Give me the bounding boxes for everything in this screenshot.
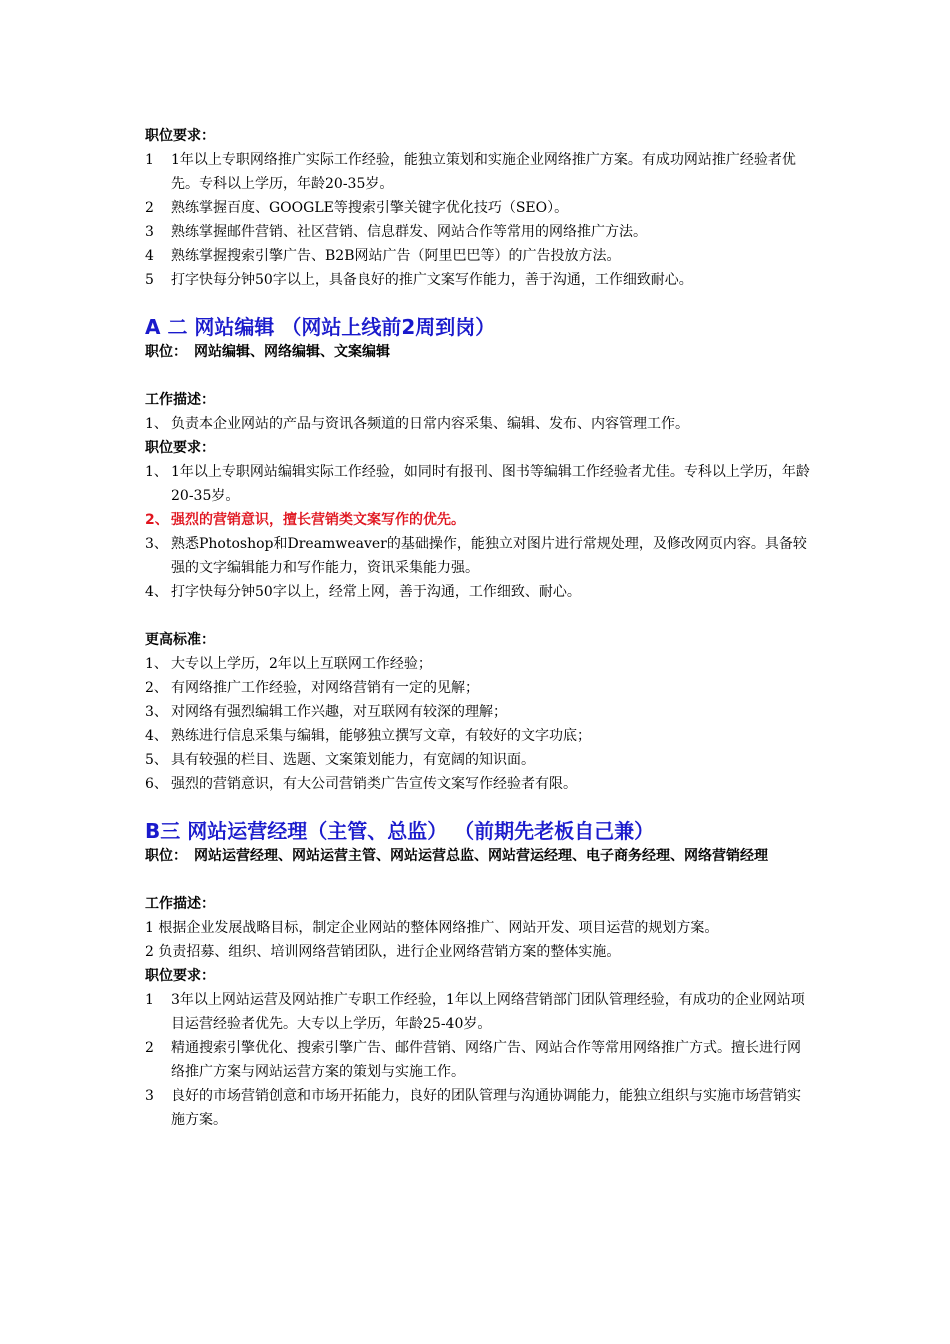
item-text: 打字快每分钟50字以上，经常上网，善于沟通，工作细致、耐心。	[171, 584, 581, 600]
list-item	[145, 988, 813, 1036]
document-content	[145, 124, 813, 1132]
position-text: 网站运营经理、网站运营主管、网站运营总监、网站营运经理、电子商务经理、网络营销经理	[194, 848, 768, 864]
list-item	[145, 652, 813, 676]
item-number: 5	[145, 272, 154, 288]
item-text: 熟练掌握百度、GOOGLE等搜索引擎关键字优化技巧（SEO）。	[171, 200, 569, 216]
item-number: 6、	[145, 776, 168, 792]
description-label: 工作描述：	[145, 392, 215, 408]
list-item	[145, 244, 813, 268]
requirements-label: 职位要求：	[145, 968, 215, 984]
item-text: 对网络有强烈编辑工作兴趣，对互联网有较深的理解；	[171, 704, 507, 720]
item-number: 1、	[145, 464, 168, 480]
item-text: 3年以上网站运营及网站推广专职工作经验，1年以上网络营销部门团队管理经验，有成功的企业网站项目运营经验者优先。大专以上学历，年龄25-40岁。	[171, 992, 805, 1032]
item-text: 熟练进行信息采集与编辑，能够独立撰写文章，有较好的文字功底；	[171, 728, 591, 744]
item-number: 3	[145, 1088, 154, 1104]
list-item	[145, 748, 813, 772]
item-text: 1年以上专职网络推广实际工作经验，能独立策划和实施企业网络推广方案。有成功网站推广经验者优先。专科以上学历，年龄20-35岁。	[171, 152, 796, 192]
section-website-operations-manager	[145, 818, 813, 1132]
list-item	[145, 580, 813, 604]
section-heading: B三 网站运营经理（主管、总监） （前期先老板自己兼）	[145, 819, 655, 843]
item-number: 3	[145, 224, 154, 240]
item-number: 3、	[145, 704, 168, 720]
item-text: 精通搜索引擎优化、搜索引擎广告、邮件营销、网络广告、网站合作等常用网络推广方式。擅长进行网络推广方案与网站运营方案的策划与实施工作。	[171, 1040, 801, 1080]
item-text: 负责本企业网站的产品与资讯各频道的日常内容采集、编辑、发布、内容管理工作。	[171, 416, 689, 432]
item-text: 熟练掌握搜索引擎广告、B2B网站广告（阿里巴巴等）的广告投放方法。	[171, 248, 621, 264]
section-website-editor	[145, 314, 813, 796]
list-item	[145, 676, 813, 700]
list-item	[145, 220, 813, 244]
item-number: 1、	[145, 656, 168, 672]
higher-standard-label: 更高标准：	[145, 632, 215, 648]
spacer	[145, 364, 813, 388]
position-line	[145, 844, 813, 868]
item-number: 2	[145, 200, 154, 216]
item-text: 打字快每分钟50字以上，具备良好的推广文案写作能力，善于沟通，工作细致耐心。	[171, 272, 693, 288]
list-item	[145, 460, 813, 508]
item-number: 5、	[145, 752, 168, 768]
item-text: 良好的市场营销创意和市场开拓能力，良好的团队管理与沟通协调能力，能独立组织与实施市场营销实施方案。	[171, 1088, 801, 1128]
item-number: 2、	[145, 680, 168, 696]
list-item	[145, 700, 813, 724]
list-item-highlight	[145, 508, 813, 532]
item-text: 具有较强的栏目、选题、文案策划能力，有宽阔的知识面。	[171, 752, 535, 768]
list-item	[145, 412, 813, 436]
requirements-label: 职位要求：	[145, 440, 215, 456]
list-item	[145, 196, 813, 220]
item-text: 有网络推广工作经验，对网络营销有一定的见解；	[171, 680, 479, 696]
spacer	[145, 604, 813, 628]
item-number: 1、	[145, 416, 168, 432]
position-text: 网站编辑、网络编辑、文案编辑	[194, 344, 390, 360]
item-number: 4、	[145, 584, 168, 600]
list-item	[145, 1084, 813, 1132]
section-network-promotion	[145, 124, 813, 292]
position-label: 职位：	[145, 344, 187, 360]
item-number: 1	[145, 992, 154, 1008]
item-number: 2	[145, 1040, 154, 1056]
description-paragraph: 1 根据企业发展战略目标，制定企业网站的整体网络推广、网站开发、项目运营的规划方案。	[145, 920, 719, 936]
item-text: 强烈的营销意识，有大公司营销类广告宣传文案写作经验者有限。	[171, 776, 577, 792]
item-text: 熟悉Photoshop和Dreamweaver的基础操作，能独立对图片进行常规处理，及修改网页内容。具备较强的文字编辑能力和写作能力，资讯采集能力强。	[171, 536, 807, 576]
item-number: 4、	[145, 728, 168, 744]
list-item	[145, 148, 813, 196]
item-text: 强烈的营销意识，擅长营销类文案写作的优先。	[171, 512, 465, 528]
section-heading: A 二 网站编辑 （网站上线前2周到岗）	[145, 315, 496, 339]
item-number: 1	[145, 152, 154, 168]
item-number: 4	[145, 248, 154, 264]
position-line	[145, 340, 813, 364]
description-paragraph: 2 负责招募、组织、培训网络营销团队，进行企业网络营销方案的整体实施。	[145, 944, 621, 960]
list-item	[145, 532, 813, 580]
list-item	[145, 724, 813, 748]
spacer	[145, 868, 813, 892]
list-item	[145, 772, 813, 796]
position-label: 职位：	[145, 848, 187, 864]
item-number: 3、	[145, 536, 168, 552]
item-number: 2、	[145, 512, 169, 528]
requirements-label: 职位要求：	[145, 128, 215, 144]
description-label: 工作描述：	[145, 896, 215, 912]
item-text: 大专以上学历，2年以上互联网工作经验；	[171, 656, 432, 672]
list-item	[145, 1036, 813, 1084]
item-text: 1年以上专职网站编辑实际工作经验，如同时有报刊、图书等编辑工作经验者尤佳。专科以上学历，年龄20-35岁。	[171, 464, 810, 504]
item-text: 熟练掌握邮件营销、社区营销、信息群发、网站合作等常用的网络推广方法。	[171, 224, 647, 240]
list-item	[145, 268, 813, 292]
